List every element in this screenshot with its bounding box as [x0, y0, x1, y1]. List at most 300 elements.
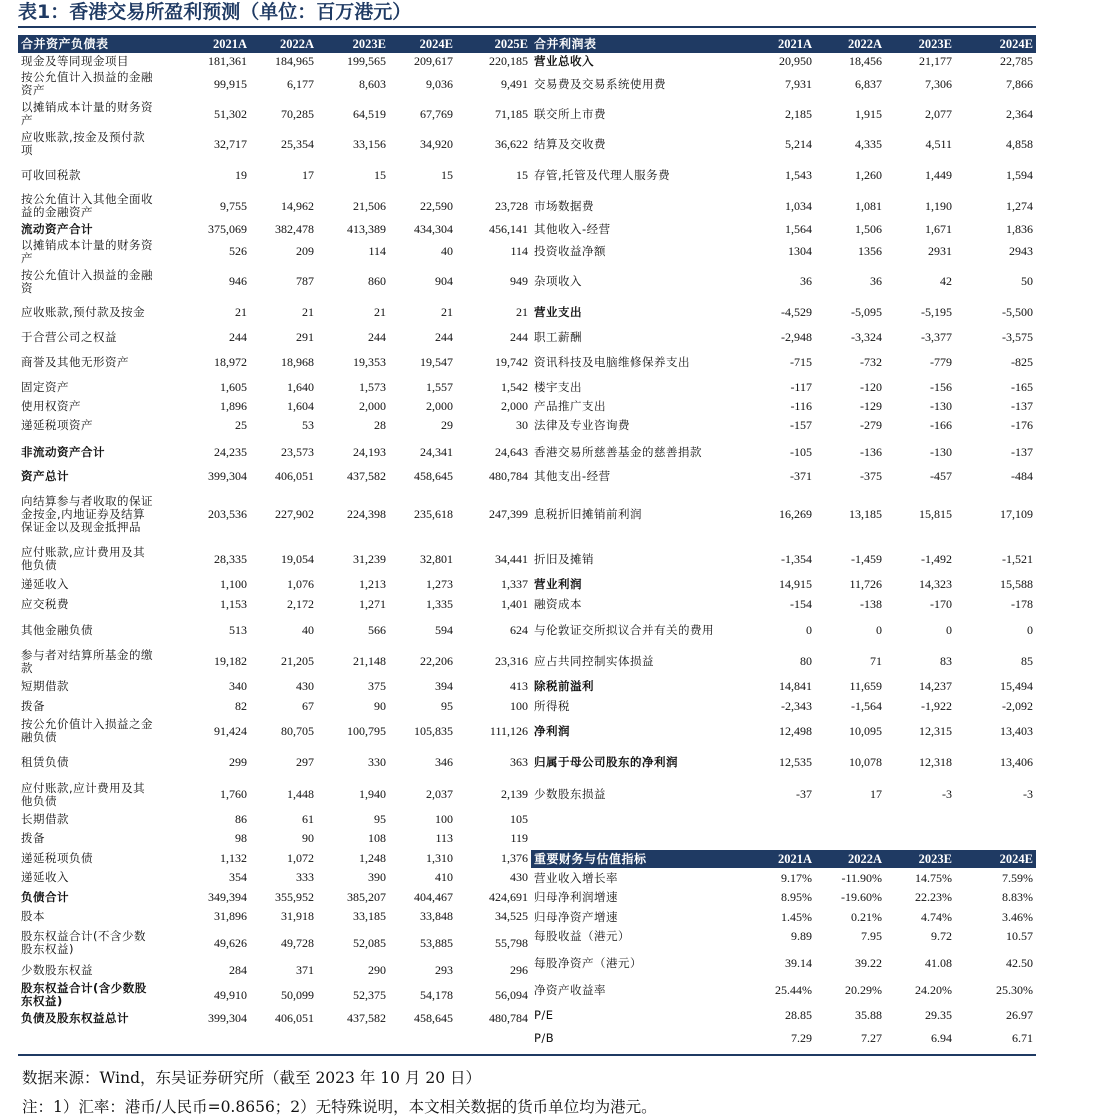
- value-cell: 399,304: [208, 1011, 247, 1025]
- value-cell: 12,498: [779, 723, 812, 738]
- row-label: 应付账款,应计费用及其他负债: [21, 545, 146, 572]
- value-cell: 297: [296, 755, 314, 769]
- value-cell: 20.29%: [845, 982, 882, 997]
- value-cell: 25: [235, 418, 247, 432]
- value-cell: -375: [860, 469, 882, 483]
- value-cell: 24,193: [353, 444, 386, 459]
- table-row: [531, 927, 1036, 946]
- value-cell: 480,784: [489, 469, 528, 483]
- value-cell: 34,920: [420, 136, 453, 151]
- value-cell: 86: [235, 812, 247, 826]
- table-row: [18, 848, 531, 868]
- row-label: 每股净资产（港元）: [534, 955, 642, 970]
- value-cell: 113: [435, 831, 453, 845]
- table-row: [18, 647, 531, 676]
- value-cell: -1,521: [1002, 551, 1033, 566]
- value-cell: 9.17%: [781, 870, 812, 885]
- value-cell: 1,448: [287, 787, 314, 801]
- value-cell: 2,364: [1006, 106, 1033, 121]
- value-cell: 34,525: [495, 909, 528, 923]
- table-row: [18, 829, 531, 848]
- value-cell: 105,835: [414, 723, 453, 738]
- value-cell: -165: [1011, 379, 1033, 394]
- value-cell: -5,195: [921, 305, 952, 319]
- table-row: [531, 647, 1036, 676]
- header-label: 重要财务与估值指标: [531, 850, 701, 868]
- value-cell: 1,542: [501, 379, 528, 394]
- value-cell: 80,705: [281, 723, 314, 738]
- value-cell: 1,594: [1006, 167, 1033, 182]
- table-row: [18, 221, 531, 237]
- table-row: [18, 716, 531, 746]
- value-cell: 7.59%: [1002, 870, 1033, 885]
- table-row: [18, 99, 531, 129]
- value-cell: 296: [510, 962, 528, 977]
- table-row: [18, 347, 531, 377]
- value-cell: 33,185: [353, 909, 386, 923]
- value-cell: -5,500: [1002, 305, 1033, 319]
- value-cell: 15: [374, 167, 386, 182]
- value-cell: 95: [374, 812, 386, 826]
- value-cell: 15: [441, 167, 453, 182]
- value-cell: 90: [374, 698, 386, 713]
- value-cell: 36: [800, 274, 812, 288]
- value-cell: -2,092: [1002, 698, 1033, 713]
- value-cell: 21,506: [353, 198, 386, 213]
- year-header: 2024E: [955, 850, 1036, 868]
- value-cell: 14,841: [779, 678, 812, 693]
- value-cell: 526: [229, 244, 247, 258]
- row-label: 使用权资产: [21, 399, 81, 413]
- value-cell: 22,206: [420, 654, 453, 668]
- value-cell: 404,467: [414, 889, 453, 904]
- row-label: 现金及等同现金项目: [21, 53, 129, 68]
- table-row: [18, 377, 531, 397]
- row-label: 按公允值计入其他全面收益的金融资产: [21, 192, 153, 219]
- value-cell: -457: [930, 469, 952, 483]
- value-cell: 53,885: [420, 935, 453, 950]
- value-cell: -178: [1011, 596, 1033, 611]
- value-cell: 19,353: [353, 354, 386, 369]
- value-cell: 21: [302, 305, 314, 319]
- value-cell: 18,456: [849, 53, 882, 68]
- value-cell: 53: [302, 418, 314, 432]
- value-cell: 2,139: [501, 787, 528, 801]
- value-cell: 95: [441, 698, 453, 713]
- value-cell: -105: [790, 444, 812, 459]
- table-row: [531, 676, 1036, 696]
- year-header: 2021A: [160, 35, 250, 53]
- value-cell: 1,671: [925, 221, 952, 236]
- year-header: 2025E: [456, 35, 531, 53]
- value-cell: 2,185: [785, 106, 812, 121]
- value-cell: 54,178: [420, 987, 453, 1002]
- value-cell: 34,441: [495, 551, 528, 566]
- value-cell: 21,177: [919, 53, 952, 68]
- value-cell: 0: [876, 623, 882, 637]
- value-cell: 1,260: [855, 167, 882, 182]
- value-cell: 14,237: [919, 678, 952, 693]
- table-row: [531, 469, 1036, 484]
- value-cell: 14,962: [281, 198, 314, 213]
- value-cell: 24,341: [420, 444, 453, 459]
- value-cell: 0: [1027, 623, 1033, 637]
- row-label: 长期借款: [21, 812, 69, 826]
- value-cell: 17: [302, 167, 314, 182]
- row-label: 递延收入: [21, 870, 69, 884]
- value-cell: 114: [368, 244, 386, 258]
- value-cell: 8,603: [359, 76, 386, 91]
- row-label: 净利润: [534, 723, 570, 738]
- value-cell: 111,126: [489, 723, 528, 738]
- value-cell: 787: [296, 274, 314, 288]
- value-cell: 456,141: [489, 221, 528, 236]
- table-row: [531, 1000, 1036, 1030]
- table-row: [18, 397, 531, 416]
- value-cell: 199,565: [347, 53, 386, 68]
- value-cell: 61: [302, 812, 314, 826]
- value-cell: -138: [860, 596, 882, 611]
- row-label: 香港交易所慈善基金的慈善捐款: [534, 444, 702, 459]
- value-cell: 31,239: [353, 551, 386, 566]
- value-cell: -130: [930, 444, 952, 459]
- value-cell: -715: [790, 354, 812, 369]
- value-cell: 6.71: [1012, 1031, 1033, 1045]
- value-cell: 363: [510, 755, 528, 769]
- value-cell: 949: [510, 274, 528, 288]
- value-cell: 14,323: [919, 576, 952, 591]
- value-cell: -37: [796, 787, 812, 801]
- value-cell: -166: [930, 418, 952, 432]
- row-label: 参与者对结算所基金的缴款: [21, 647, 153, 675]
- value-cell: 15: [516, 167, 528, 182]
- value-cell: 21,205: [281, 654, 314, 668]
- value-cell: -825: [1011, 354, 1033, 369]
- value-cell: 1,915: [855, 106, 882, 121]
- value-cell: 28.85: [785, 1007, 812, 1022]
- value-cell: 1.45%: [781, 909, 812, 924]
- value-cell: 15,494: [1000, 678, 1033, 693]
- row-label: 营业总收入: [534, 53, 594, 68]
- balance-sheet-table: [18, 35, 531, 1027]
- table-row: [18, 574, 531, 594]
- value-cell: -279: [860, 418, 882, 432]
- table-row: [531, 397, 1036, 416]
- row-label: 负债及股东权益总计: [21, 1011, 129, 1025]
- table-row: [18, 907, 531, 926]
- value-cell: 1,506: [855, 221, 882, 236]
- value-cell: 13,406: [1000, 755, 1033, 769]
- value-cell: 13,403: [1000, 723, 1033, 738]
- table-row: [531, 574, 1036, 594]
- value-cell: 209,617: [414, 53, 453, 68]
- value-cell: 15,815: [919, 506, 952, 521]
- value-cell: 406,051: [275, 469, 314, 483]
- table-row: [531, 416, 1036, 435]
- value-cell: 17,109: [1000, 506, 1033, 521]
- value-cell: 31,896: [214, 909, 247, 923]
- value-cell: 382,478: [275, 221, 314, 236]
- row-label: 少数股东损益: [534, 787, 606, 801]
- spacer-cell: [701, 35, 745, 53]
- value-cell: 290: [368, 962, 386, 977]
- value-cell: 340: [229, 678, 247, 693]
- row-label: 息税折旧摊销前利润: [534, 506, 642, 521]
- value-cell: 90: [302, 831, 314, 845]
- table-row: [18, 676, 531, 696]
- value-cell: 11,726: [849, 576, 882, 591]
- value-cell: 410: [435, 870, 453, 884]
- header-row: [531, 35, 1036, 53]
- value-cell: 7,306: [925, 76, 952, 91]
- value-cell: 9.89: [791, 929, 812, 943]
- value-cell: 399,304: [208, 469, 247, 483]
- value-cell: 18,972: [214, 354, 247, 369]
- value-cell: -4,529: [781, 305, 812, 319]
- value-cell: 114: [510, 244, 528, 258]
- table-row: [18, 926, 531, 960]
- value-cell: 413,389: [347, 221, 386, 236]
- value-cell: 1,072: [287, 850, 314, 865]
- value-cell: 1,310: [426, 850, 453, 865]
- value-cell: 458,645: [414, 469, 453, 483]
- value-cell: 4,511: [925, 136, 952, 151]
- value-cell: 7.29: [791, 1031, 812, 1045]
- row-label: 市场数据费: [534, 198, 594, 213]
- value-cell: -1,354: [781, 551, 812, 566]
- value-cell: 424,691: [489, 889, 528, 904]
- table-row: [531, 888, 1036, 907]
- table-row: [18, 1010, 531, 1027]
- row-label: 资产总计: [21, 469, 69, 483]
- row-label: 应占共同控制实体损益: [534, 654, 654, 668]
- value-cell: 10.57: [1006, 929, 1033, 943]
- row-label: 短期借款: [21, 678, 69, 693]
- value-cell: 108: [368, 831, 386, 845]
- value-cell: 434,304: [414, 221, 453, 236]
- value-cell: 22,785: [1000, 53, 1033, 68]
- value-cell: 0: [806, 623, 812, 637]
- value-cell: 10,078: [849, 755, 882, 769]
- row-label: 投资收益净额: [534, 244, 606, 258]
- table-row: [531, 1030, 1036, 1047]
- value-cell: 15,588: [1000, 576, 1033, 591]
- value-cell: -154: [790, 596, 812, 611]
- value-cell: 2,000: [359, 399, 386, 413]
- source-note: 数据来源：Wind，东吴证券研究所（截至 2023 年 10 月 20 日）: [22, 1069, 481, 1087]
- value-cell: 1,274: [1006, 198, 1033, 213]
- row-label: P/B: [534, 1031, 555, 1045]
- row-label: 以摊销成本计量的财务资产: [21, 237, 153, 265]
- value-cell: -117: [790, 379, 812, 394]
- value-cell: 349,394: [208, 889, 247, 904]
- row-label: 拨备: [21, 698, 45, 713]
- year-header: 2021A: [745, 850, 815, 868]
- header-row: [18, 35, 531, 53]
- value-cell: -5,095: [851, 305, 882, 319]
- value-cell: 7.27: [861, 1031, 882, 1045]
- income-statement-table: [531, 35, 1036, 810]
- value-cell: 224,398: [347, 506, 386, 521]
- value-cell: 14.75%: [915, 870, 952, 885]
- value-cell: 430: [510, 870, 528, 884]
- row-label: 存管,托管及代理人服务费: [534, 167, 671, 182]
- value-cell: 41.08: [925, 955, 952, 970]
- value-cell: 394: [435, 678, 453, 693]
- value-cell: 6,837: [855, 76, 882, 91]
- table-row: [531, 907, 1036, 927]
- value-cell: 51,302: [214, 106, 247, 121]
- table-row: [531, 544, 1036, 574]
- value-cell: 1,271: [359, 596, 386, 611]
- value-cell: 244: [510, 330, 528, 344]
- header-label: 合并利润表: [531, 35, 701, 53]
- value-cell: 375: [368, 678, 386, 693]
- value-cell: -3,575: [1002, 330, 1033, 344]
- value-cell: -11.90%: [841, 870, 882, 885]
- value-cell: 904: [435, 274, 453, 288]
- value-cell: 40: [302, 623, 314, 637]
- row-label: 净资产收益率: [534, 982, 606, 997]
- value-cell: 244: [229, 330, 247, 344]
- value-cell: 1,896: [220, 399, 247, 413]
- value-cell: 17: [870, 787, 882, 801]
- value-cell: 1,604: [287, 399, 314, 413]
- value-cell: 293: [435, 962, 453, 977]
- value-cell: 36,622: [495, 136, 528, 151]
- table-row: [531, 129, 1036, 159]
- value-cell: 33,848: [420, 909, 453, 923]
- table-row: [531, 347, 1036, 377]
- value-cell: 42: [940, 274, 952, 288]
- value-cell: 385,207: [347, 889, 386, 904]
- value-cell: 99,915: [214, 76, 247, 91]
- value-cell: -3,377: [921, 330, 952, 344]
- value-cell: 594: [435, 623, 453, 637]
- value-cell: 3.46%: [1002, 909, 1033, 924]
- value-cell: 23,573: [281, 444, 314, 459]
- value-cell: 7.95: [861, 929, 882, 943]
- table-row: [18, 980, 531, 1010]
- value-cell: 8.95%: [781, 890, 812, 904]
- value-cell: 1,248: [359, 850, 386, 865]
- table-row: [531, 696, 1036, 716]
- row-label: P/E: [534, 1007, 554, 1022]
- value-cell: -484: [1011, 469, 1033, 483]
- year-header: 2024E: [389, 35, 456, 53]
- value-cell: 0: [946, 623, 952, 637]
- value-cell: 42.50: [1006, 955, 1033, 970]
- value-cell: 333: [296, 870, 314, 884]
- value-cell: 2,172: [287, 596, 314, 611]
- value-cell: -156: [930, 379, 952, 394]
- row-label: 其他支出-经营: [534, 469, 611, 483]
- value-cell: 209: [296, 244, 314, 258]
- year-header: 2022A: [250, 35, 317, 53]
- row-label: 向结算参与者收取的保证金按金,内地证券及结算保证金以及现金抵押品: [21, 493, 153, 534]
- value-cell: -779: [930, 354, 952, 369]
- row-label: 联交所上市费: [534, 106, 606, 121]
- value-cell: 1,335: [426, 596, 453, 611]
- row-label: 股本: [21, 909, 45, 923]
- value-cell: 18,968: [281, 354, 314, 369]
- value-cell: -136: [860, 444, 882, 459]
- value-cell: 29.35: [925, 1007, 952, 1022]
- value-cell: 71,185: [495, 106, 528, 121]
- row-label: 除税前溢利: [534, 678, 594, 693]
- value-cell: 49,728: [281, 935, 314, 950]
- table-row: [18, 810, 531, 829]
- table-row: [531, 614, 1036, 647]
- table-row: [531, 980, 1036, 1000]
- value-cell: -1,492: [921, 551, 952, 566]
- row-label: 应收账款,预付款及按金: [21, 305, 146, 319]
- value-cell: 19,547: [420, 354, 453, 369]
- row-label: 营业支出: [534, 305, 582, 319]
- value-cell: 354: [229, 870, 247, 884]
- value-cell: 24.20%: [915, 982, 952, 997]
- value-cell: 1,081: [855, 198, 882, 213]
- table-row: [18, 960, 531, 980]
- value-cell: 1304: [788, 244, 812, 258]
- value-cell: 1356: [858, 244, 882, 258]
- value-cell: -130: [930, 399, 952, 413]
- value-cell: -137: [1011, 399, 1033, 413]
- value-cell: 55,798: [495, 935, 528, 950]
- value-cell: 83: [940, 654, 952, 668]
- value-cell: 20,950: [779, 53, 812, 68]
- value-cell: 52,375: [353, 987, 386, 1002]
- value-cell: 1,034: [785, 198, 812, 213]
- value-cell: 25,354: [281, 136, 314, 151]
- value-cell: -1,459: [851, 551, 882, 566]
- value-cell: 1,605: [220, 379, 247, 394]
- table-row: [18, 435, 531, 469]
- row-label: 非流动资产合计: [21, 444, 105, 459]
- table-row: [531, 868, 1036, 888]
- value-cell: 1,449: [925, 167, 952, 182]
- value-cell: 480,784: [489, 1011, 528, 1025]
- row-label: 归母净利润增速: [534, 890, 618, 904]
- value-cell: 9.72: [931, 929, 952, 943]
- table-row: [531, 191, 1036, 221]
- value-cell: 70,285: [281, 106, 314, 121]
- row-label: 商誉及其他无形资产: [21, 354, 129, 369]
- value-cell: 220,185: [489, 53, 528, 68]
- value-cell: 80: [800, 654, 812, 668]
- footnote: 注：1）汇率：港币/人民币=0.8656；2）无特殊说明，本文相关数据的货币单位均为港元。: [22, 1098, 657, 1116]
- value-cell: 4,858: [1006, 136, 1033, 151]
- value-cell: 29: [441, 418, 453, 432]
- value-cell: 371: [296, 962, 314, 977]
- value-cell: 9,036: [426, 76, 453, 91]
- value-cell: 860: [368, 274, 386, 288]
- row-label: 营业利润: [534, 576, 582, 591]
- table-row: [18, 868, 531, 887]
- value-cell: -116: [790, 399, 812, 413]
- row-label: 股东权益合计(含少数股东权益): [21, 981, 147, 1008]
- value-cell: 355,952: [275, 889, 314, 904]
- year-header: 2022A: [815, 35, 885, 53]
- table-row: [18, 484, 531, 544]
- value-cell: 227,902: [275, 506, 314, 521]
- value-cell: -2,343: [781, 698, 812, 713]
- value-cell: 299: [229, 755, 247, 769]
- value-cell: 2943: [1009, 244, 1033, 258]
- row-label: 法律及专业咨询费: [534, 418, 630, 432]
- value-cell: 28: [374, 418, 386, 432]
- value-cell: 19: [235, 167, 247, 182]
